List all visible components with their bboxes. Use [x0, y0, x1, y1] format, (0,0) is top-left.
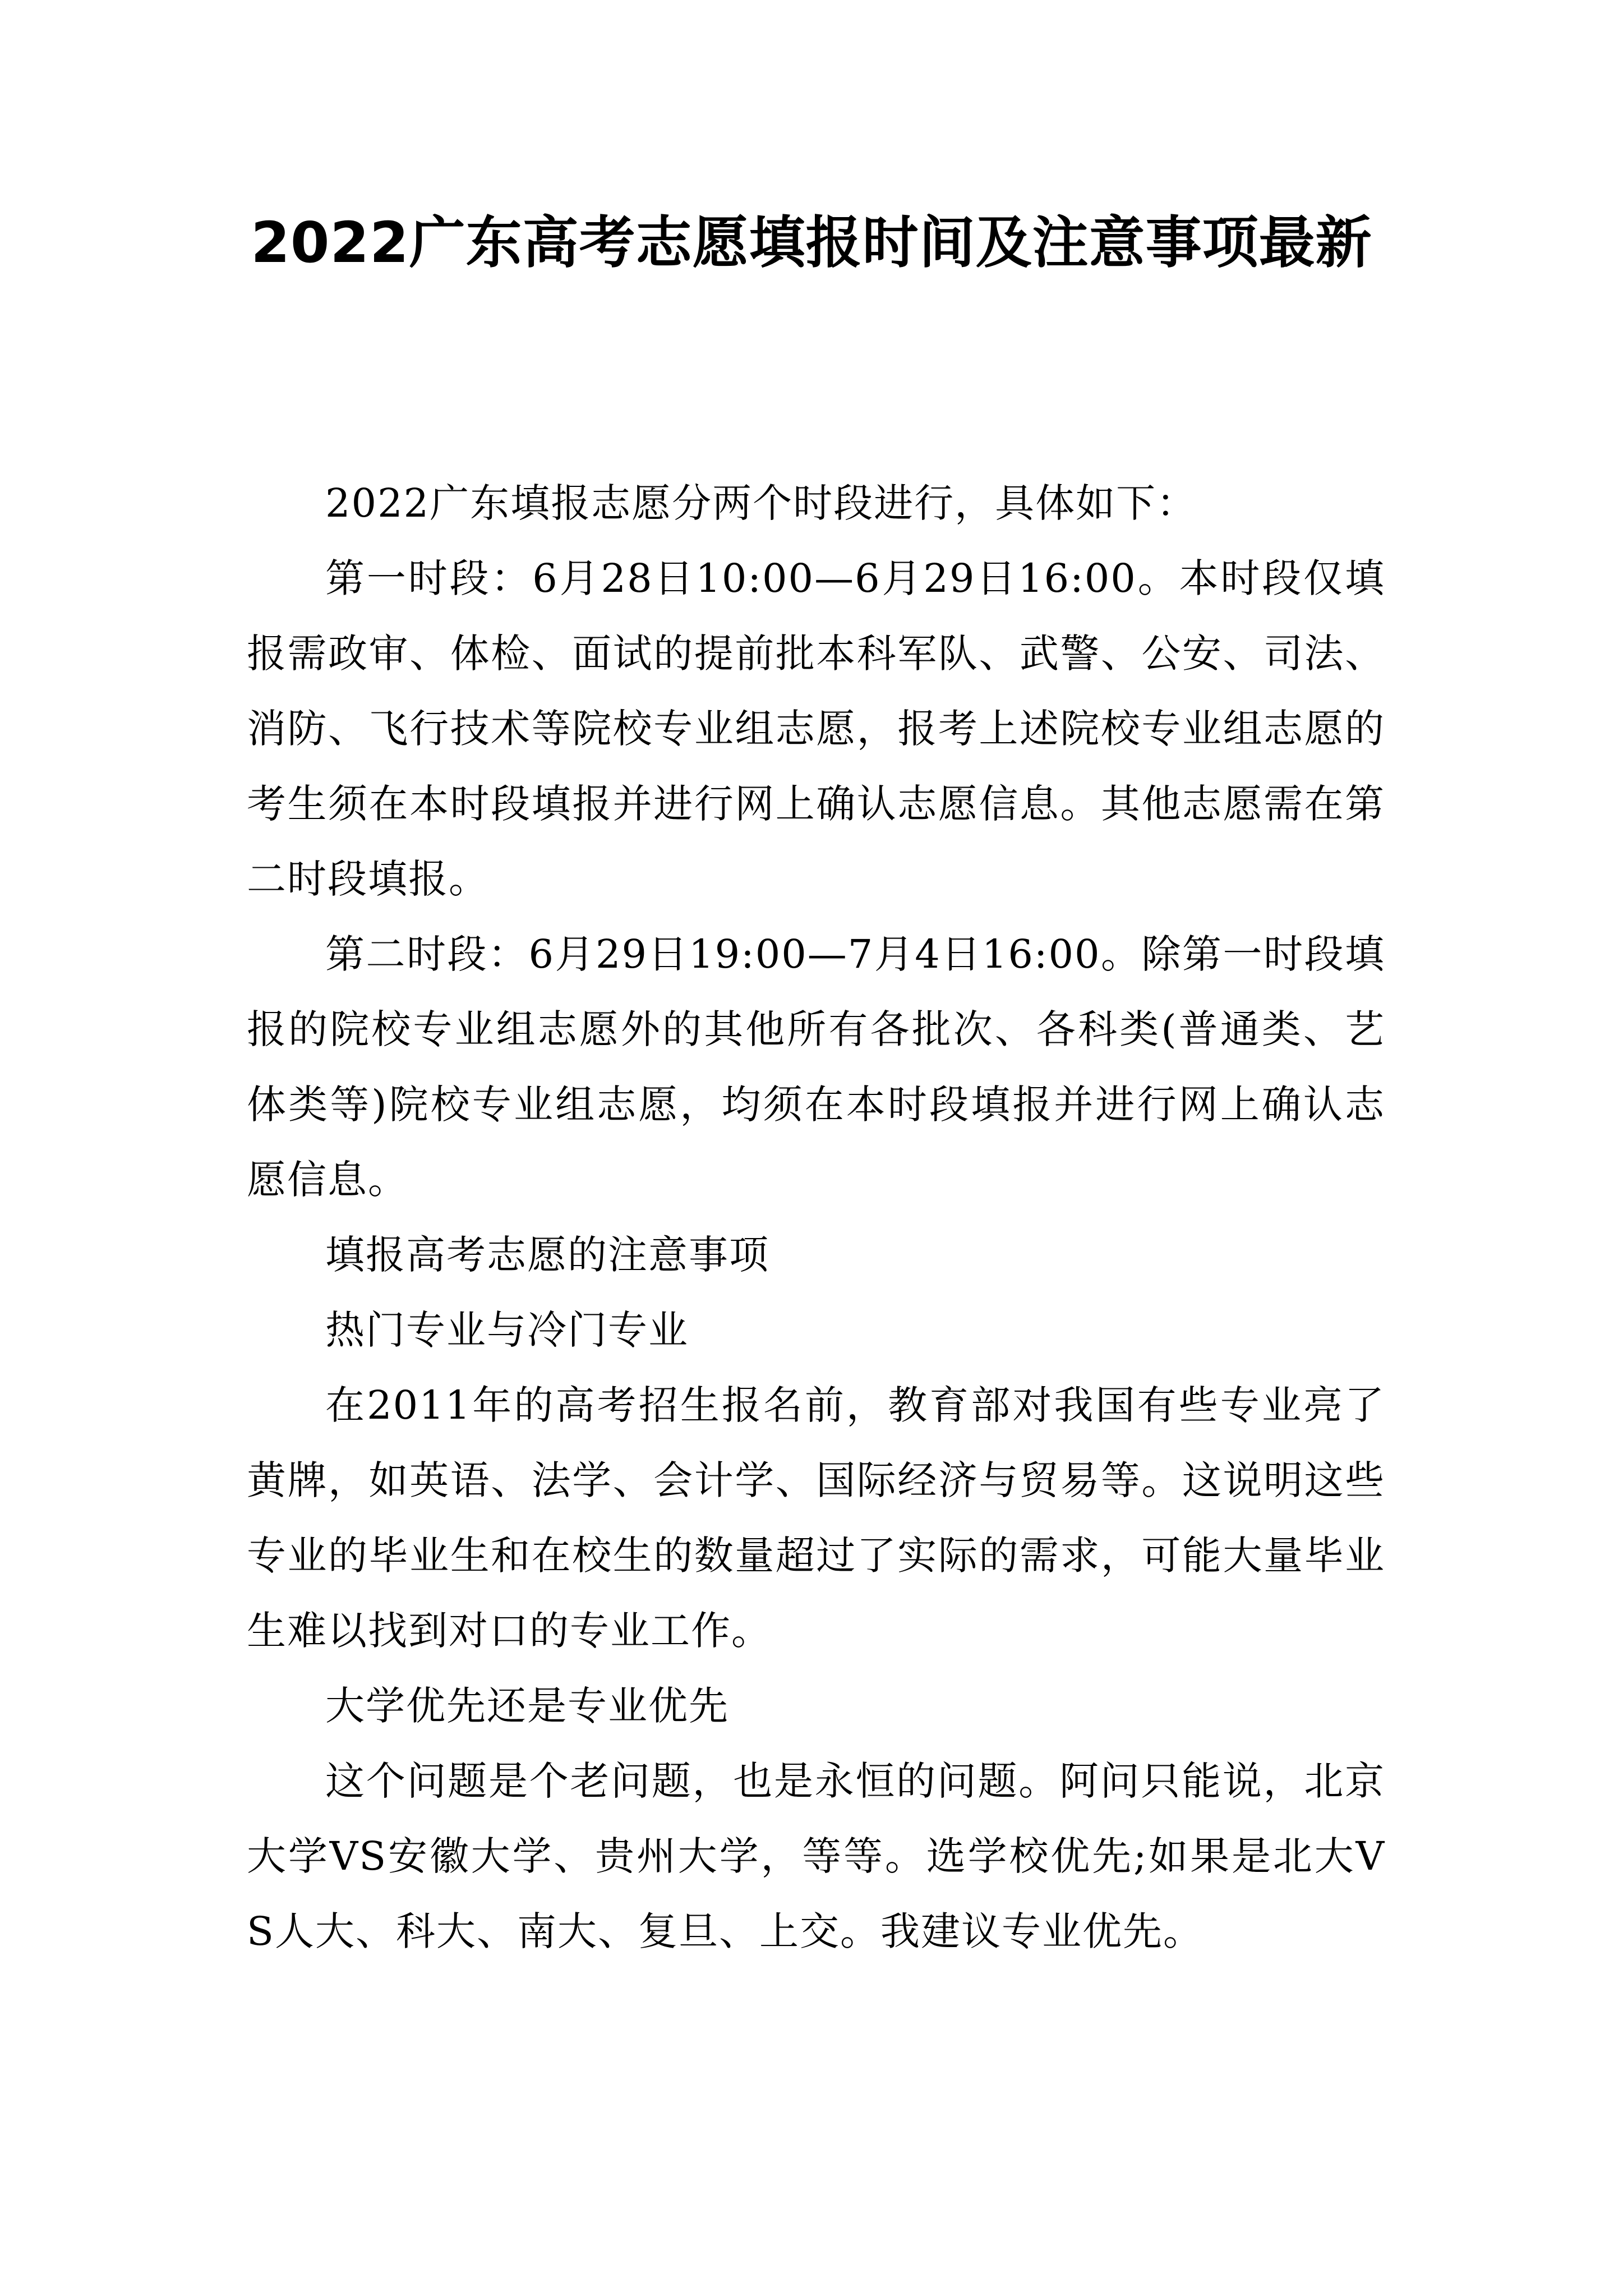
- subheading-university-or-major: 大学优先还是专业优先: [325, 1683, 729, 1729]
- document-title: 2022广东高考志愿填报时间及注意事项最新: [251, 210, 1372, 275]
- paragraph-second-period: 第二时段：6月29日19:00—7月4日16:00。除第一时段填报的院校专业组志愿外的其他所有各批次、各科类(普通类、艺体类等)院校专业组志愿，均须在本时段填报并进行网上确认志愿信息。: [247, 931, 1385, 1203]
- subheading-hot-cold-majors: 热门专业与冷门专业: [325, 1307, 689, 1353]
- document-body: [247, 466, 1385, 1969]
- paragraph-intro: 2022广东填报志愿分两个时段进行，具体如下：: [325, 480, 1197, 526]
- paragraph-university-or-major: 这个问题是个老问题，也是永恒的问题。阿问只能说，北京大学VS安徽大学、贵州大学，等等。选学校优先;如果是北大VS人大、科大、南大、复旦、上交。我建议专业优先。: [247, 1758, 1385, 1954]
- paragraph-first-period: 第一时段：6月28日10:00—6月29日16:00。本时段仅填报需政审、体检、面试的提前批本科军队、武警、公安、司法、消防、飞行技术等院校专业组志愿，报考上述院校专业组志愿的考生须在本时段填报并进行网上确认志愿信息。其他志愿需在第二时段填报。: [247, 555, 1385, 902]
- paragraph-yellow-card-majors: 在2011年的高考招生报名前，教育部对我国有些专业亮了黄牌，如英语、法学、会计学、国际经济与贸易等。这说明这些专业的毕业生和在校生的数量超过了实际的需求，可能大量毕业生难以找到对口的专业工作。: [247, 1382, 1385, 1654]
- section-heading-notes: 填报高考志愿的注意事项: [325, 1232, 769, 1278]
